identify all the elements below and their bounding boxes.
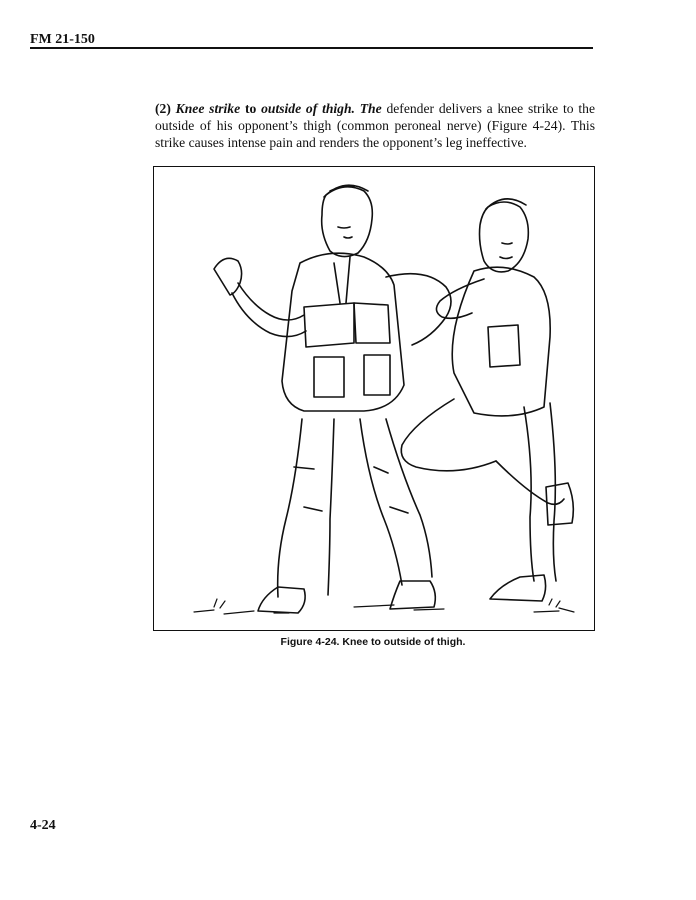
running-head xyxy=(30,30,593,48)
run-in-heading-b: outside of thigh. The xyxy=(261,101,382,116)
knee-strike-illustration xyxy=(154,167,594,630)
page-number: 4-24 xyxy=(30,818,56,833)
header-rule xyxy=(30,47,593,49)
paragraph-body: defender delivers a knee strike to the outside of his opponent’s thigh (common peroneal nerve) (Figure 4-24). This strike causes intense pain and renders the opponent’s leg ineffective. xyxy=(155,101,595,150)
figure-caption: Figure 4-24. Knee to outside of thigh. xyxy=(280,636,466,648)
manual-code: FM 21-150 xyxy=(30,32,95,47)
run-in-heading-to: to xyxy=(244,101,257,116)
ground-lines xyxy=(194,599,574,614)
figure-frame xyxy=(153,166,595,631)
run-in-heading-a: Knee strike xyxy=(175,101,241,116)
opponent-figure xyxy=(214,185,451,613)
paragraph-number: (2) xyxy=(155,101,171,116)
body-paragraph xyxy=(155,100,595,151)
